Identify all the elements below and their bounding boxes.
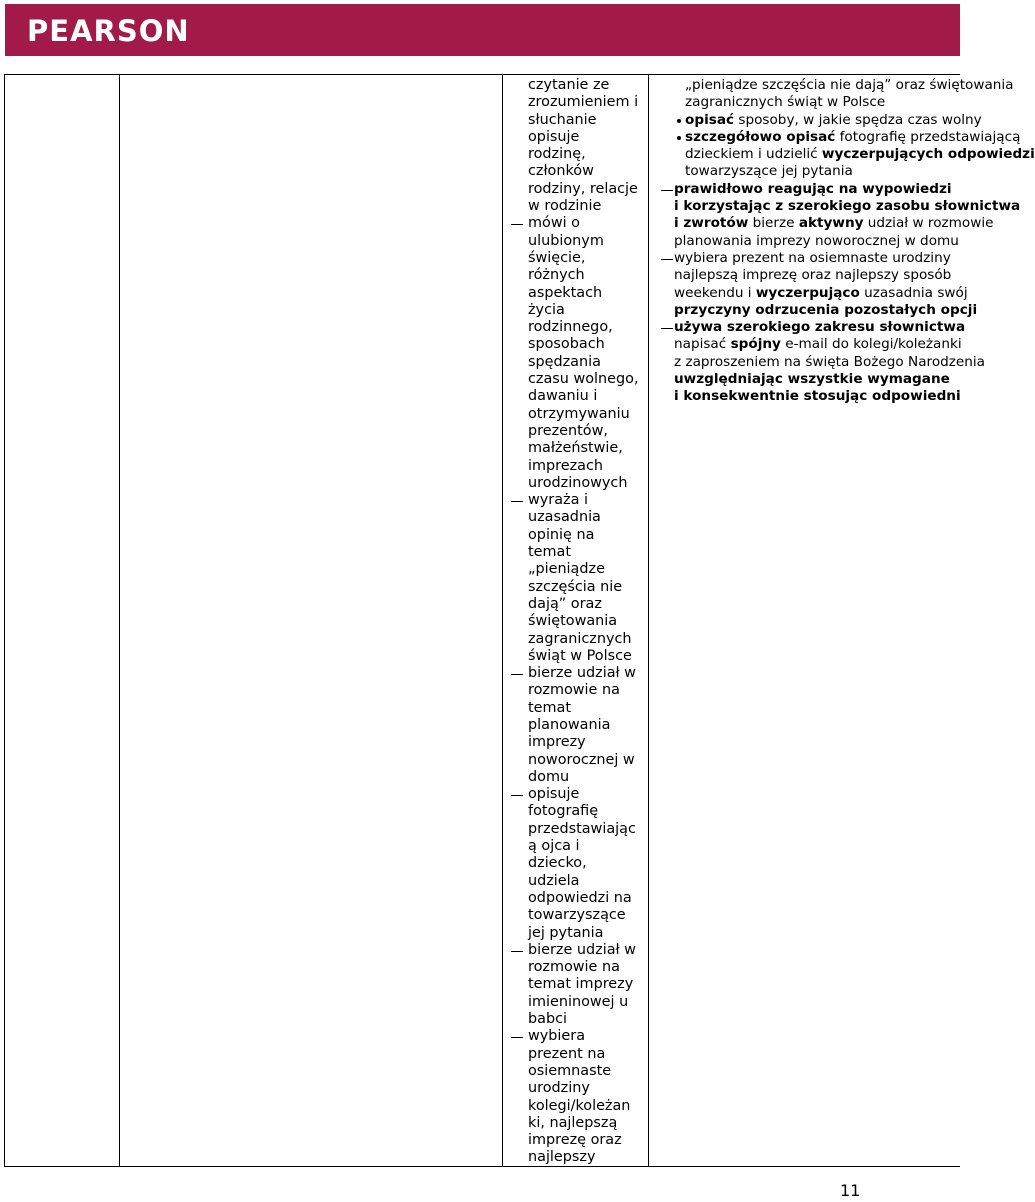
list-item-line: zagranicznych [528, 630, 632, 647]
list-item-line: „pieniądze [528, 561, 605, 578]
list-item-line: temat [528, 699, 571, 716]
list-item-continued: „pieniądze szczęścia nie dają” oraz świętowania zagranicznych świąt w Polsce [685, 77, 1014, 111]
list-item [511, 1028, 649, 1166]
list-item-line: święcie, [528, 249, 586, 266]
list-item-line: rozmowie na [528, 682, 620, 699]
list-item-line: osiemnaste [528, 1062, 612, 1079]
list-item-line: aspektach [528, 284, 603, 301]
list-item-line: dają” oraz [528, 595, 602, 612]
bullet-item: szczegółowo opisać fotografię przedstawiającą [657, 129, 961, 146]
requirements-column [657, 75, 1035, 1165]
list-item-line: urodziny [528, 1080, 590, 1097]
skills-intro: czytanie ze zrozumieniem i słuchanie opisuje rodzinę, członków rodziny, relacje w rodzinie [528, 77, 639, 215]
list-item-line: noworocznej w [528, 751, 635, 768]
bullet-item: opisać sposoby, w jakie spędza czas wolny [657, 112, 961, 129]
dash-item-continued: najlepszą imprezę oraz najlepszy sposób weekendu i wyczerpująco uzasadnia swój przyczyny odrzucenia pozostałych opcji [674, 267, 978, 318]
list-item-line: imprezy [528, 734, 586, 751]
list-item-line: dziecko, [528, 855, 587, 872]
header-banner [5, 4, 960, 56]
list-item [511, 492, 649, 665]
skills-column [511, 75, 649, 1165]
column-divider-2 [502, 75, 503, 1166]
list-item-line: urodzinowych [528, 474, 628, 491]
dash-item: używa szerokiego zakresu słownictwa [657, 319, 961, 336]
list-item-line: temat imprezy [528, 976, 634, 993]
list-item-line: wybiera [528, 1028, 586, 1045]
skills-list [511, 215, 649, 1166]
list-item-line: spędzania [528, 353, 601, 370]
list-item-line: małżeństwie, [528, 440, 623, 457]
list-item-line: imprezę oraz [528, 1132, 622, 1149]
list-item-line: opisuje [528, 786, 580, 803]
list-item-line: temat [528, 544, 571, 561]
list-item-line: świętowania [528, 613, 618, 630]
list-item-line: rodzinnego, [528, 319, 613, 336]
list-item-line: wyraża i [528, 492, 588, 509]
list-item-line: ą ojca i [528, 838, 580, 855]
list-item-line: rozmowie na [528, 959, 620, 976]
list-item-line: życia [528, 301, 565, 318]
list-item-line: prezent na [528, 1045, 606, 1062]
list-item-line: czasu wolnego, [528, 371, 639, 388]
dash-item-continued: napisać spójny e-mail do kolegi/koleżanki z zaproszeniem na święta Bożego Narodzenia uwzględniając wszystkie wymagane i konsekwentnie stosując odpowiedni [674, 336, 986, 405]
requirements-table [4, 74, 1035, 1167]
list-item-line: mówi o [528, 215, 580, 232]
list-item-line: odpowiedzi na [528, 889, 632, 906]
list-item-line: najlepszy [528, 1149, 596, 1166]
list-item [511, 215, 649, 492]
list-item-line: przedstawiając [528, 820, 636, 837]
list-item-line: szczęścia nie [528, 578, 623, 595]
dash-item-continued: i korzystając z szerokiego zasobu słownictwa i zwrotów bierze aktywny udział w rozmowie planowania imprezy noworocznej w domu [674, 198, 1021, 249]
list-item-line: bierze udział w [528, 941, 636, 958]
list-item-line: udziela [528, 872, 580, 889]
list-item-line: świąt w Polsce [528, 647, 632, 664]
list-item-line: domu [528, 768, 570, 785]
pearson-logo: PEARSON [27, 14, 190, 48]
list-item-line: dawaniu i [528, 388, 598, 405]
list-item-line: kolegi/koleżan [528, 1097, 631, 1114]
list-item-line: imieninowej u [528, 993, 629, 1010]
list-item-line: bierze udział w [528, 665, 636, 682]
page-number: 11 [840, 1181, 861, 1200]
list-item-line: ki, najlepszą [528, 1114, 618, 1131]
dash-item: wybiera prezent na osiemnaste urodziny [657, 250, 961, 267]
list-item-line: imprezach [528, 457, 604, 474]
list-item-line: towarzyszące [528, 907, 626, 924]
column-divider-1 [119, 75, 120, 1166]
list-item-line: ulubionym [528, 232, 604, 249]
list-item [511, 942, 649, 1028]
list-item [511, 786, 649, 942]
bullet-item-continued: dzieckiem i udzielić wyczerpujących odpowiedzi towarzyszące jej pytania [685, 146, 1035, 180]
list-item-line: fotografię [528, 803, 599, 820]
list-item-line: planowania [528, 716, 611, 733]
list-item-line: opinię na [528, 526, 595, 543]
list-item [511, 665, 649, 786]
list-item-line: prezentów, [528, 422, 608, 439]
list-item-line: otrzymywaniu [528, 405, 630, 422]
list-item-line: babci [528, 1011, 567, 1028]
list-item-line: sposobach [528, 336, 605, 353]
list-item-line: uzasadnia [528, 509, 601, 526]
list-item-line: jej pytania [528, 924, 604, 941]
dash-item: prawidłowo reagując na wypowiedzi [657, 181, 961, 198]
list-item-line: różnych [528, 267, 585, 284]
